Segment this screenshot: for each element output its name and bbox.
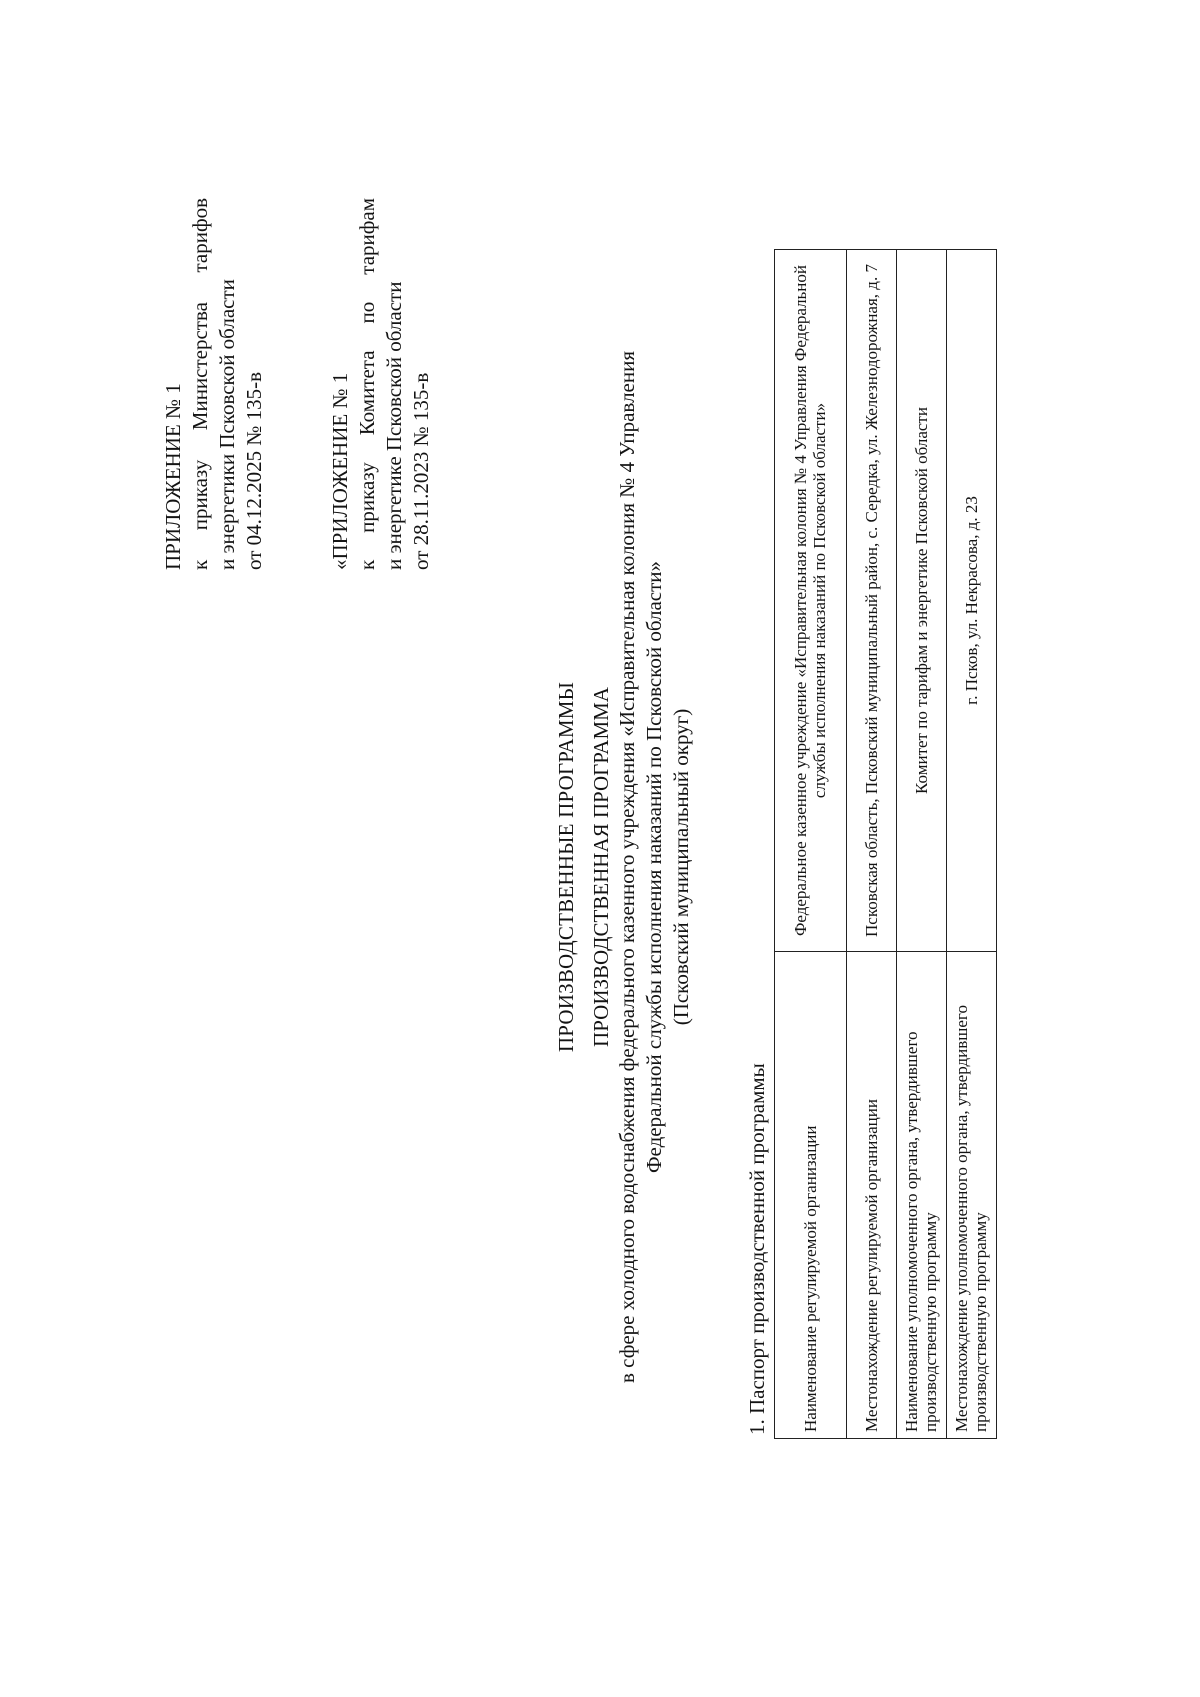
section-title: 1. Паспорт производственной программы (745, 1063, 769, 1435)
program-description (614, 187, 695, 1547)
approval-stamp-original (327, 198, 435, 570)
stamp-order-line (187, 198, 214, 570)
passport-table (774, 249, 997, 1439)
program-subtitle: ПРОИЗВОДСТВЕННАЯ ПРОГРАММА (589, 687, 613, 1047)
program-description-line: (Псковский муниципальный округ) (669, 708, 693, 1026)
stamp-authority-line: и энергетике Псковской области (382, 281, 406, 570)
program-description-line: в сфере холодного водоснабжения федерального казенного учреждения «Исправительная колония № 4 Управления (615, 351, 639, 1384)
row-value: г. Псков, ул. Некрасова, д. 23 (947, 250, 997, 952)
stamp-word: Комитета (355, 350, 379, 436)
table-row (775, 250, 847, 1439)
stamp-word: приказу (355, 462, 379, 533)
stamp-date-line: от 28.11.2023 № 135-в (409, 372, 433, 570)
row-label: Местонахождение уполномоченного органа, утвердившего производственную программу (947, 952, 997, 1439)
row-label: Наименование регулируемой организации (775, 952, 847, 1439)
stamp-word: тарифов (188, 198, 212, 273)
stamp-title: ПРИЛОЖЕНИЕ № 1 (161, 383, 185, 570)
stamp-word: к (188, 559, 212, 570)
row-label: Местонахождение регулируемой организации (847, 952, 897, 1439)
stamp-date-line: от 04.12.2025 № 135-в (242, 371, 266, 570)
table-row (847, 250, 897, 1439)
table-row (947, 250, 997, 1439)
stamp-word: Министерства (188, 302, 212, 431)
row-value: Комитет по тарифам и энергетике Псковской области (897, 250, 947, 952)
stamp-word: по (355, 301, 379, 324)
stamp-word: приказу (188, 459, 212, 531)
programs-title: ПРОИЗВОДСТВЕННЫЕ ПРОГРАММЫ (554, 681, 578, 1053)
approval-stamp-current (160, 198, 268, 570)
row-label: Наименование уполномоченного органа, утвердившего производственную программу (897, 952, 947, 1439)
stamp-title: «ПРИЛОЖЕНИЕ № 1 (328, 372, 352, 570)
row-value: Федеральное казенное учреждение «Исправительная колония № 4 Управления Федеральной службы исполнения наказаний по Псковской области» (775, 250, 847, 952)
stamp-word: к (355, 559, 379, 570)
stamp-order-line (354, 198, 381, 570)
stamp-authority-line: и энергетики Псковской области (215, 279, 239, 570)
row-value: Псковская область, Псковский муниципальный район, с. Середка, ул. Железнодорожная, д. 7 (847, 250, 897, 952)
program-description-line: Федеральной службы исполнения наказаний по Псковской области» (642, 560, 666, 1174)
stamp-word: тарифам (355, 198, 379, 275)
table-row (897, 250, 947, 1439)
